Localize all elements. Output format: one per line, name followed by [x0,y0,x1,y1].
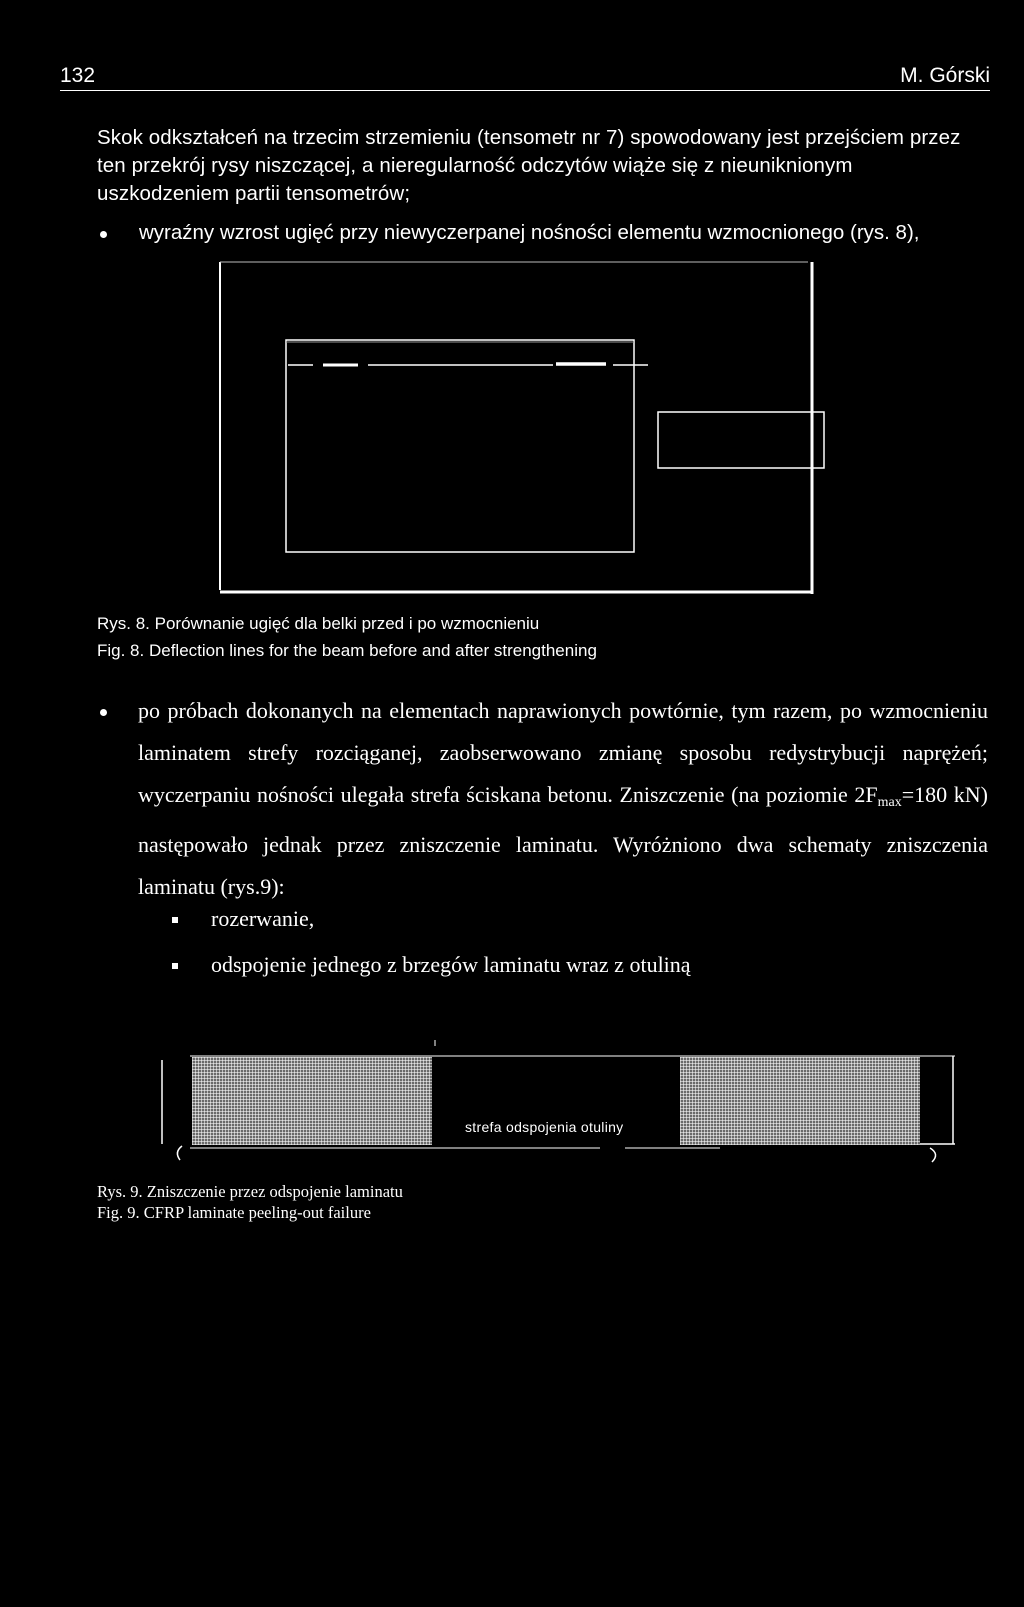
figure-9-peeling-diagram [160,1040,960,1170]
fig9-right-support [930,1148,936,1162]
subitem-debonding: odspojenie jednego z brzegów laminatu wraz z otuliną [211,952,691,977]
figure-8-caption-pl: Rys. 8. Porównanie ugięć dla belki przed i po wzmocnieniu [97,614,540,633]
square-bullet [172,963,178,969]
figure-8-caption-en: Fig. 8. Deflection lines for the beam before and after strengthening [97,641,597,660]
paragraph-tensometer: Skok odkształceń na trzecim strzemieniu (tensometr nr 7) spowodowany jest przejściem przez ten przekrój rysy niszczącej, a nieregularność odczytów wiąże się z nieuniknionym uszkodzeniem partii tensometrów; [97,126,961,205]
page-number: 132 [60,64,96,87]
bullet-strengthening-observations [138,690,988,908]
fig9-concrete-zone-right [680,1057,920,1145]
fig9-debonding-label: strefa odspojenia otuliny [465,1119,624,1135]
header-rule [60,90,990,91]
fig9-concrete-zone-left [192,1057,432,1145]
figure-9-caption-en: Fig. 9. CFRP laminate peeling-out failure [97,1203,371,1222]
subitem-rupture: rozerwanie, [211,906,315,931]
running-header-author: M. Górski [900,64,990,87]
bullet2-text-before: po próbach dokonanych na elementach naprawionych powtórnie, tym razem, po wzmocnieniu laminatem strefy rozciąganej, zaobserwowano zmianę sposobu redystrybucji naprężeń; wyczerpaniu nośności ulegała strefa ściskana betonu. Zniszczenie (na poziomie 2F [138,698,988,807]
bullet-dot [100,231,107,238]
figure-9-caption-pl: Rys. 9. Zniszczenie przez odspojenie laminatu [97,1182,403,1201]
bullet2-subscript: max [877,795,902,810]
bullet-deflection: wyraźny wzrost ugięć przy niewyczerpanej nośności elementu wzmocnionego (rys. 8), [139,221,920,244]
figure-8-deflection-chart [218,260,830,596]
square-bullet [172,917,178,923]
fig8-legend-box [658,412,824,468]
fig8-plot-area [286,340,634,552]
bullet2-text-after: =180 kN) następowało jednak przez zniszczenie laminatu. Wyróżniono dwa schematy zniszczenia laminatu (rys.9): [138,782,989,899]
fig9-left-support [177,1146,182,1160]
bullet-dot [100,709,107,716]
